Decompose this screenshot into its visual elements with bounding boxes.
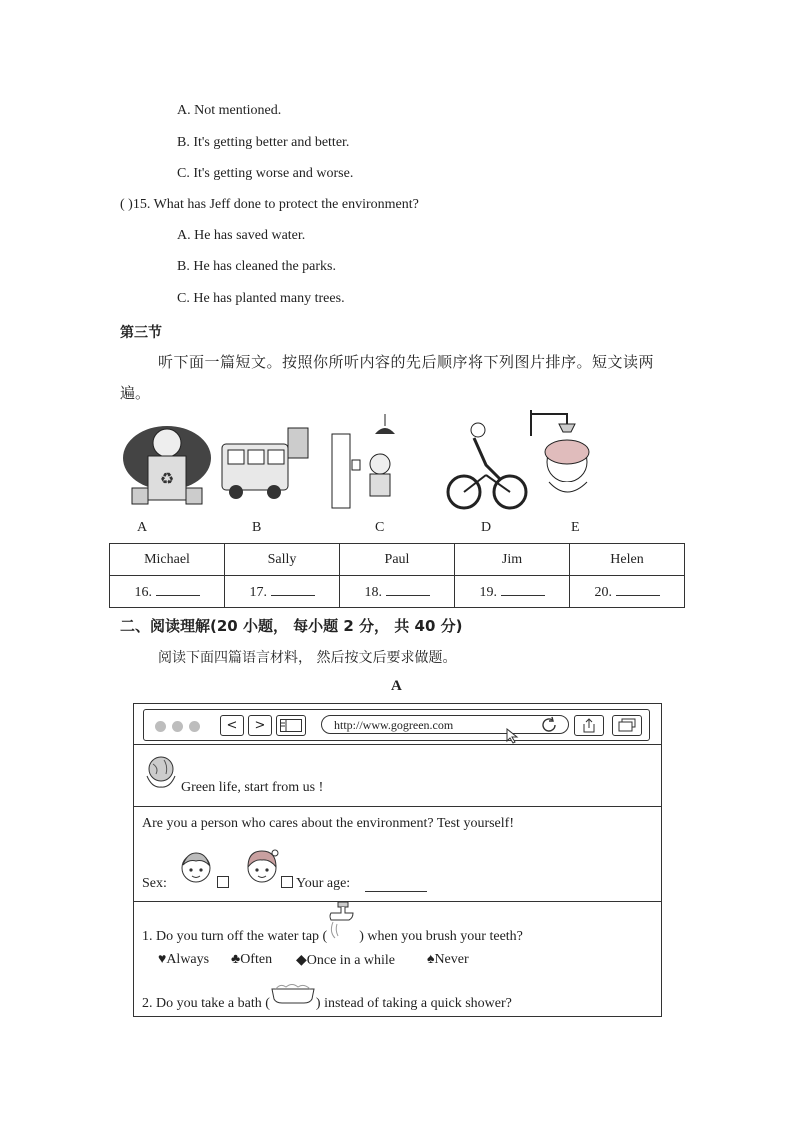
answer-number: 20. bbox=[594, 584, 612, 600]
table-cell: Michael bbox=[110, 544, 225, 576]
girl-icon bbox=[244, 847, 280, 892]
age-field[interactable] bbox=[365, 891, 427, 892]
female-checkbox[interactable] bbox=[281, 876, 293, 888]
back-button[interactable]: < bbox=[220, 715, 244, 736]
picture-label-b: B bbox=[252, 520, 262, 535]
answer-blank[interactable] bbox=[501, 583, 545, 596]
table-cell: Paul bbox=[340, 544, 455, 576]
bathtub-icon bbox=[270, 993, 316, 1007]
picture-recycling-girl bbox=[120, 418, 215, 513]
question-1 bbox=[142, 926, 523, 945]
divider bbox=[134, 806, 661, 807]
question-1-end: ) when you brush your teeth? bbox=[359, 929, 523, 944]
q15-question: ( )15. What has Jeff done to protect the environment? bbox=[120, 197, 419, 212]
forward-button[interactable]: > bbox=[248, 715, 272, 736]
answer-cell bbox=[340, 576, 455, 608]
choice-always[interactable]: ♥Always bbox=[158, 952, 210, 967]
window-dot bbox=[189, 721, 200, 732]
address-bar[interactable]: http://www.gogreen.com bbox=[321, 715, 569, 734]
divider bbox=[134, 744, 661, 745]
question-1-start: 1. Do you turn off the water tap ( bbox=[142, 929, 328, 944]
table-cell: Sally bbox=[225, 544, 340, 576]
age-label: Your age: bbox=[296, 876, 351, 891]
picture-light-switch bbox=[330, 414, 410, 510]
answer-number: 17. bbox=[249, 584, 267, 600]
picture-label-c: C bbox=[375, 520, 385, 535]
share-icon[interactable] bbox=[574, 715, 604, 736]
browser-window bbox=[133, 703, 662, 1017]
tap-icon bbox=[327, 926, 359, 940]
sidebar-toggle-icon[interactable] bbox=[276, 715, 306, 736]
answer-number: 16. bbox=[134, 584, 152, 600]
reload-icon[interactable] bbox=[540, 716, 558, 739]
section3-instruction: 听下面一篇短文。按照你所听内容的先后顺序将下列图片排序。短文读两 bbox=[158, 353, 655, 371]
answer-number: 18. bbox=[364, 584, 382, 600]
answer-cell bbox=[225, 576, 340, 608]
q15-option-a: A. He has saved water. bbox=[177, 228, 306, 243]
choice-often[interactable]: ♣Often bbox=[231, 952, 273, 967]
choice-never[interactable]: ♠Never bbox=[427, 952, 469, 967]
question-2-start: 2. Do you take a bath ( bbox=[142, 996, 270, 1011]
survey-intro: Are you a person who cares about the environment? Test yourself! bbox=[142, 816, 514, 831]
question-2 bbox=[142, 993, 512, 1012]
answer-blank[interactable] bbox=[386, 583, 430, 596]
table-row bbox=[110, 544, 685, 576]
answer-number: 19. bbox=[479, 584, 497, 600]
q14-option-c: C. It's getting worse and worse. bbox=[177, 166, 354, 181]
answer-blank[interactable] bbox=[271, 583, 315, 596]
window-dot bbox=[172, 721, 183, 732]
picture-shower-girl bbox=[527, 410, 605, 506]
question-2-end: ) instead of taking a quick shower? bbox=[315, 996, 512, 1011]
picture-bus bbox=[218, 420, 310, 510]
section3-instruction-cont: 遍。 bbox=[120, 384, 151, 402]
answer-table bbox=[109, 543, 685, 608]
picture-label-d: D bbox=[481, 520, 492, 535]
picture-label-e: E bbox=[571, 520, 580, 535]
globe-hands-icon bbox=[144, 754, 178, 795]
svg-text:♻: ♻ bbox=[159, 471, 175, 488]
picture-label-a: A bbox=[137, 520, 148, 535]
passage-label: A bbox=[391, 678, 402, 694]
answer-cell bbox=[455, 576, 570, 608]
slogan: Green life, start from us ! bbox=[181, 780, 324, 795]
picture-cyclist bbox=[446, 420, 528, 512]
answer-cell bbox=[110, 576, 225, 608]
table-row bbox=[110, 576, 685, 608]
cursor-icon bbox=[506, 728, 520, 749]
sex-label: Sex: bbox=[142, 876, 167, 891]
male-checkbox[interactable] bbox=[217, 876, 229, 888]
q14-option-b: B. It's getting better and better. bbox=[177, 135, 350, 150]
answer-blank[interactable] bbox=[156, 583, 200, 596]
boy-icon bbox=[179, 849, 213, 892]
answer-cell bbox=[570, 576, 685, 608]
q15-option-b: B. He has cleaned the parks. bbox=[177, 259, 336, 274]
part2-heading: 二、阅读理解(20 小题， 每小题 2 分， 共 40 分) bbox=[120, 617, 463, 635]
table-cell: Helen bbox=[570, 544, 685, 576]
section3-title: 第三节 bbox=[120, 325, 162, 341]
table-cell: Jim bbox=[455, 544, 570, 576]
choice-once-in-a-while[interactable]: ◆Once in a while bbox=[296, 953, 396, 968]
part2-instruction: 阅读下面四篇语言材料， 然后按文后要求做题。 bbox=[158, 650, 457, 666]
answer-blank[interactable] bbox=[616, 583, 660, 596]
browser-toolbar bbox=[143, 709, 650, 741]
q15-option-c: C. He has planted many trees. bbox=[177, 291, 345, 306]
window-dot bbox=[155, 721, 166, 732]
divider bbox=[134, 901, 661, 902]
tabs-icon[interactable] bbox=[612, 715, 642, 736]
q14-option-a: A. Not mentioned. bbox=[177, 103, 282, 118]
